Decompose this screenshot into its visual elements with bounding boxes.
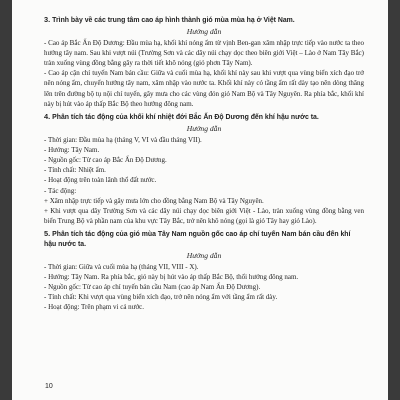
answer-line: - Hướng: Tây Nam. Ra phía bắc, gió này bị hút vào áp thấp Bắc Bộ, thổi hướng đông nam. xyxy=(44,272,299,281)
answer-line: + Xâm nhập trực tiếp và gây mưa lớn cho đồng bằng Nam Bộ và Tây Nguyên. xyxy=(44,196,264,205)
answer-line: - Tính chất: Khi vượt qua vùng biển xích đạo, trở nên nóng ẩm với tầng ẩm rất dày. xyxy=(44,293,278,302)
answer-line: - Tính chất: Nhiệt ẩm. xyxy=(44,166,106,175)
answer-line: - Hoạt động: Trên phạm vi cả nước. xyxy=(44,303,145,312)
question-title: Phân tích tác động của gió mùa Tây Nam nguồn gốc cao áp chí tuyến Nam bán cầu đến khí hậu nước ta. xyxy=(44,231,351,249)
question-5 xyxy=(44,229,364,312)
answer-line: - Nguồn gốc: Từ cao áp Bắc Ấn Độ Dương. xyxy=(44,156,167,165)
document-page xyxy=(12,0,388,400)
question-title: Phân tích tác động của khối khí nhiệt đới Bắc Ấn Độ Dương đến khí hậu nước ta. xyxy=(52,114,319,122)
answer-line: - Thời gian: Giữa và cuối mùa hạ (tháng VII, VIII - X). xyxy=(44,262,199,271)
answer-line: + Khi vượt qua dãy Trường Sơn và các dãy núi chạy dọc biên giới Việt - Lào, tràn xuống vùng đồng bằng ven biển Trung Bộ và phần nam của khu vực Tây Bắc, trở nên khô nóng (gọi là gió Tây hay gió Lào). xyxy=(44,207,364,226)
answer-line: - Hướng: Tây Nam. xyxy=(44,145,100,154)
question-3 xyxy=(44,15,364,109)
question-heading xyxy=(44,112,364,123)
question-title: Trình bày về các trung tâm cao áp hình thành gió mùa mùa hạ ở Việt Nam. xyxy=(52,17,295,24)
answer-line: - Hoạt động trên toàn lãnh thổ đất nước. xyxy=(44,176,157,185)
guide-subtitle: Hướng dẫn xyxy=(186,250,222,260)
answer-line: - Cao áp Bắc Ấn Độ Dương: Đầu mùa hạ, khối khí nóng ẩm từ vịnh Ben-gan xâm nhập trực tiếp vào nước ta theo hướng tây nam. Sau khi vượt núi (Trường Sơn và các dãy núi chạy dọc theo biên giới Việt – Lào ở Nam Tây Bắc) tràn xuống vùng đồng bằng gây ra thời tiết khô nóng (gió phơn Tây Nam). xyxy=(44,38,364,67)
guide-subtitle: Hướng dẫn xyxy=(186,123,222,133)
page-content xyxy=(44,15,364,313)
page-number: 10 xyxy=(45,383,53,390)
answer-line: - Nguồn gốc: Từ cao áp chí tuyến bán cầu Nam (cao áp Nam Ấn Độ Dương). xyxy=(44,283,261,292)
question-number: 5. xyxy=(44,229,51,239)
answer-line: - Thời gian: Đầu mùa hạ (tháng V, VI và đầu tháng VII). xyxy=(44,135,202,144)
question-heading xyxy=(44,229,364,249)
question-number: 3. xyxy=(44,15,51,24)
question-heading xyxy=(44,15,364,26)
answer-line: - Tác động: xyxy=(44,186,77,195)
answer-line: - Cao áp cận chí tuyến Nam bán cầu: Giữa và cuối mùa hạ, khối khí này sau khi vượt qua vùng biển xích đạo trở nên nóng ẩm, chuyển hướng tây nam, xâm nhập vào nước ta. Khối khí này có tầng ẩm rất dày tạo nên dòng thăng lên trên đường bộ tụ nội chí tuyến, gây mưa cho các vùng đón gió Nam Bộ và Tây Nguyên. Ra phía bắc, khối khí này bị hút vào áp thấp Bắc Bộ theo hướng đông nam. xyxy=(44,69,364,108)
question-number: 4. xyxy=(44,112,51,122)
question-4 xyxy=(44,112,364,226)
guide-subtitle: Hướng dẫn xyxy=(186,26,222,36)
